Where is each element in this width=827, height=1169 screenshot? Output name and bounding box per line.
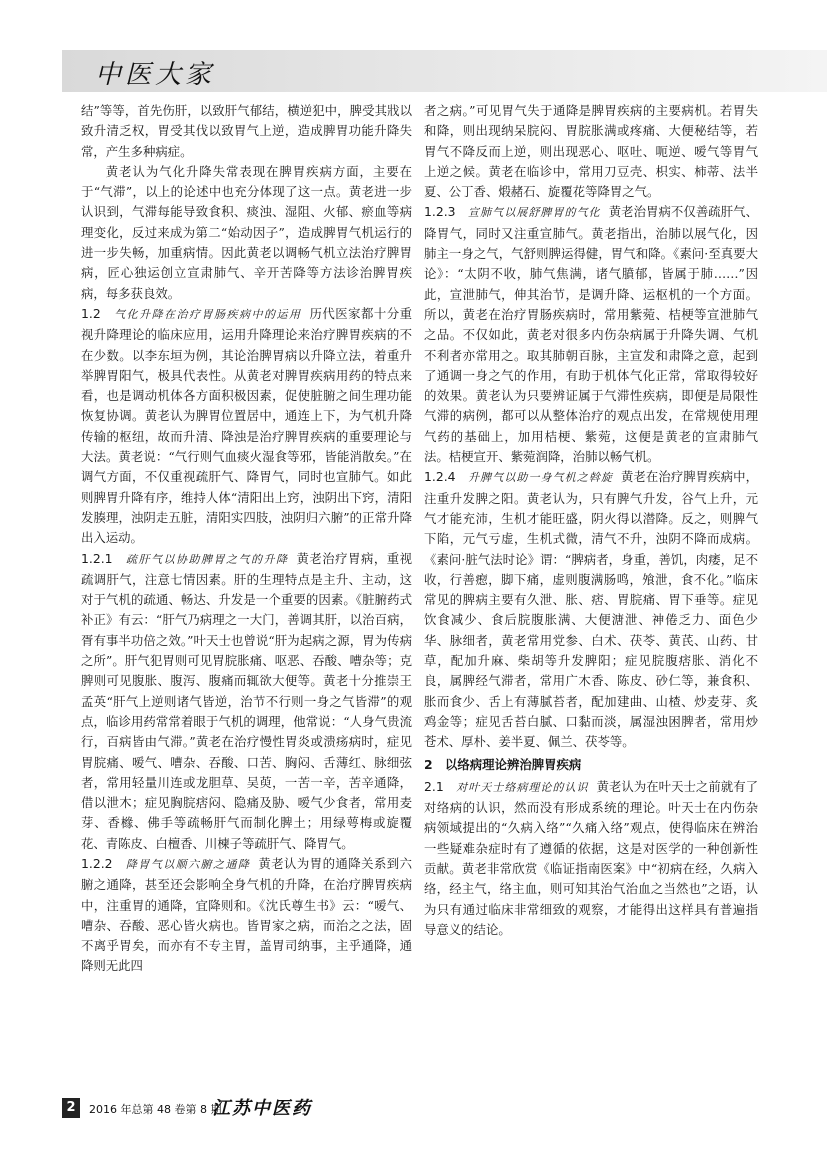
subsection-number: 1.2.3 [424, 204, 456, 220]
continued-paragraph: 者之病。”可见胃气失于通降是脾胃疾病的主要病机。若胃失和降，则出现纳呆脘闷、胃脘胀满或疼痛、大便秘结等，若胃气不降反而上逆，则出现恶心、呕吐、呃逆、嗳气等胃气上逆之候。黄老在临诊中，常用刀豆壳、枳实、柿蒂、法半夏、公丁香、煅赭石、旋覆花等降胃之气。 [424, 103, 758, 200]
subsection-title: 对叶天士络病理论的认识 [456, 780, 589, 794]
subsection-title: 疏肝气以协助脾胃之气的升降 [125, 552, 289, 566]
page-number: 2 [62, 1098, 80, 1118]
subsection-number: 2.1 [424, 778, 444, 794]
subsection-paragraph [424, 777, 758, 940]
journal-name: 江苏中医药 [212, 1098, 312, 1119]
subsection-body: 黄老治胃病不仅善疏肝气、降胃气，同时又注重宣肺气。黄老指出，治肺以展气化，因肺主一身之气，气舒则脾运得健，胃气和降。《素问·至真要大论》：“太阴不收，肺气焦满，诸气膹郁，皆属于肺……”因此，宣泄肺气，伸其治节，是调升降、运枢机的一个方面。所以，黄老在治疗胃肠疾病时，常用紫菀、桔梗等宣泄肺气之品。不仅如此，黄老对很多内伤杂病属于升降失调、气机不利者亦常用之。取其肺朝百脉，主宣发和肃降之意，起到了通调一身之气的作用，有助于机体气化正常，常取得较好的效果。黄老认为只要辨证属于气滞性疾病，即便是局限性气滞的病例，都可以从整体治疗的观点出发，在常规使用理气药的基础上，加用桔梗、紫菀，这便是黄老的宣肃肺气法。桔梗宣开、紫菀润降，治肺以畅气机。 [424, 204, 759, 465]
body-paragraph: 黄老认为气化升降失常表现在脾胃疾病方面，主要在于“气滞”，以上的论述中也充分体现了这一点。黄老进一步认识到，气滞每能导致食积、痰浊、湿阻、火郁、瘀血等病理变化，反过来成为第二“始动因子”，造成脾胃气机运行的进一步失畅，加重病情。因此黄老以调畅气机立法治疗脾胃病，匠心独运创立宣肃肺气、辛开苦降等方法诊治脾胃疾病，每多获良效。 [81, 163, 412, 301]
subsection-number: 1.2 [81, 305, 101, 321]
subsection-paragraph [81, 549, 412, 854]
issue-info: 2016 年总第 48 卷第 8 期 [89, 1103, 222, 1116]
subsection-body: 黄老认为在叶天士之前就有了对络病的认识，然而没有形成系统的理论。叶天士在内伤杂病领域提出的“久病入络”“久痛入络”观点，使得临床在辨治一些疑难杂症时有了遵循的依据，这是对医学的一种创新性贡献。黄老非常欣赏《临证指南医案》中“初病在经，久病入络，经主气，络主血，则可知其治气治血之当然也”之语，认为只有通过临床非常细致的观察，才能得出这样具有普遍指导意义的结论。 [424, 778, 759, 937]
subsection-number: 1.2.1 [81, 550, 113, 566]
section-heading: 2 以络病理论辨治脾胃疾病 [424, 756, 582, 772]
continued-paragraph: 结”等等，首先伤肝，以致肝气郁结，横逆犯中，脾受其戕以致升清乏权，胃受其伐以致胃气上逆，造成脾胃功能升降失常，产生多种病症。 [81, 103, 412, 159]
subsection-title: 升脾气以助一身气机之斡旋 [468, 471, 613, 485]
subsection-title: 降胃气以顺六腑之通降 [125, 857, 251, 871]
subsection-title: 宣肺气以展舒脾胃的气化 [468, 206, 601, 220]
subsection-body: 黄老在治疗脾胃疾病中，注重升发脾之阳。黄老认为，只有脾气升发，谷气上升，元气才能充沛，生机才能旺盛，阴火得以潜降。反之，则脾气下陷，元气亏虚，生机式微，清气不升，浊阴不降而成病。《素问·脏气法时论》谓：“脾病者，身重，善饥，肉痿，足不收，行善瘛，脚下痛，虚则腹满肠鸣，飧泄，食不化。”临床常见的脾病主要有久泄、胀、痞、胃脘痛、胃下垂等。症见饮食减少、食后脘腹胀满、大便溏泄、神倦乏力、面色少华、脉细者，黄老常用党参、白术、茯苓、黄芪、山药、甘草，配加升麻、柴胡等升发脾阳；症见脘腹痞胀、消化不良，属脾经气滞者，常用广木香、陈皮、砂仁等，兼食积、胀而食少、舌上有薄腻苔者，配加建曲、山楂、炒麦芽、炙鸡金等；症见舌苔白腻、口黏而淡，属湿浊困脾者，常用炒苍术、厚朴、姜半夏、佩兰、茯苓等。 [424, 469, 759, 750]
subsection-body: 黄老认为胃的通降关系到六腑之通降，甚至还会影响全身气机的升降，在治疗脾胃疾病中，注重胃的通降，宜降则和。《沈氏尊生书》云：“嗳气、嘈杂、吞酸、恶心皆火病也。皆胃家之病，而治之之法，固不离乎胃矣，而亦有不专主胃，盖胃司纳事，主乎通降，通降则无此四 [81, 855, 413, 974]
subsection-paragraph [424, 467, 758, 752]
subsection-title: 气化升降在治疗胃肠疾病中的运用 [114, 307, 302, 321]
subsection-body: 黄老治疗胃病，重视疏调肝气，注意七情因素。肝的生理特点是主升、主动，这对于气机的疏通、畅达、升发是一个重要的因素。《脏腑药式补正》有云：“肝气乃病理之一大门，善调其肝，以治百病，胥有事半功倍之效。”叶天士也曾说“肝为起病之源，胃为传病之所”。肝气犯胃则可见胃脘胀痛、呕恶、吞酸、嘈杂等；克脾则可见腹胀、腹泻、腹痛而辄欲大便等。黄老十分推崇王孟英“肝气上逆则诸气皆逆，治节不行则一身之气皆滞”的观点，临诊用药常常着眼于气机的调理，他常说：“人身气贵流行，百病皆由气滞。”黄老在治疗慢性胃炎或溃疡病时，症见胃脘痛、嗳气、嘈杂、吞酸、口苦、胸闷、舌薄红、脉细弦者，常用轻量川连或龙胆草、吴萸，一苦一辛，苦辛通降，借以泄木；症见胸脘痞闷、隐痛及胁、嗳气少食者，常用麦芽、香橼、佛手等疏畅肝气而制化脾土；用绿萼梅或旋覆花、青陈皮、白檀香、川楝子等疏肝气、降胃气。 [81, 550, 413, 851]
subsection-number: 1.2.2 [81, 855, 113, 871]
subsection-number: 1.2.4 [424, 469, 456, 485]
subsection-paragraph [81, 854, 412, 977]
subsection-paragraph [424, 202, 758, 467]
page-header-title: 中医大家 [95, 60, 216, 90]
left-column [81, 101, 412, 977]
right-column [424, 101, 758, 940]
subsection-paragraph [81, 304, 412, 549]
subsection-body: 历代医家都十分重视升降理论的临床应用，运用升降理论来治疗脾胃疾病的不在少数。以李东垣为例，其论治脾胃病以升降立法，着重升举脾胃阳气，极具代表性。从黄老对脾胃疾病用药的特点来看，也是调动机体各方面积极因素，促使脏腑之间生理功能恢复协调。黄老认为脾胃位置居中，通连上下，为气机升降传输的枢纽，故而升清、降浊是治疗脾胃疾病的重要理论与大法。黄老说：“气行则气血痰火湿食等邪，皆能消散矣。”在调气方面，不仅重视疏肝气、降胃气，同时也宣肺气。如此则脾胃升降有序，维持人体“清阳出上窍，浊阴出下窍，清阳发腠理，浊阴走五脏，清阳实四肢，浊阴归六腑”的正常升降出入运动。 [81, 305, 413, 546]
